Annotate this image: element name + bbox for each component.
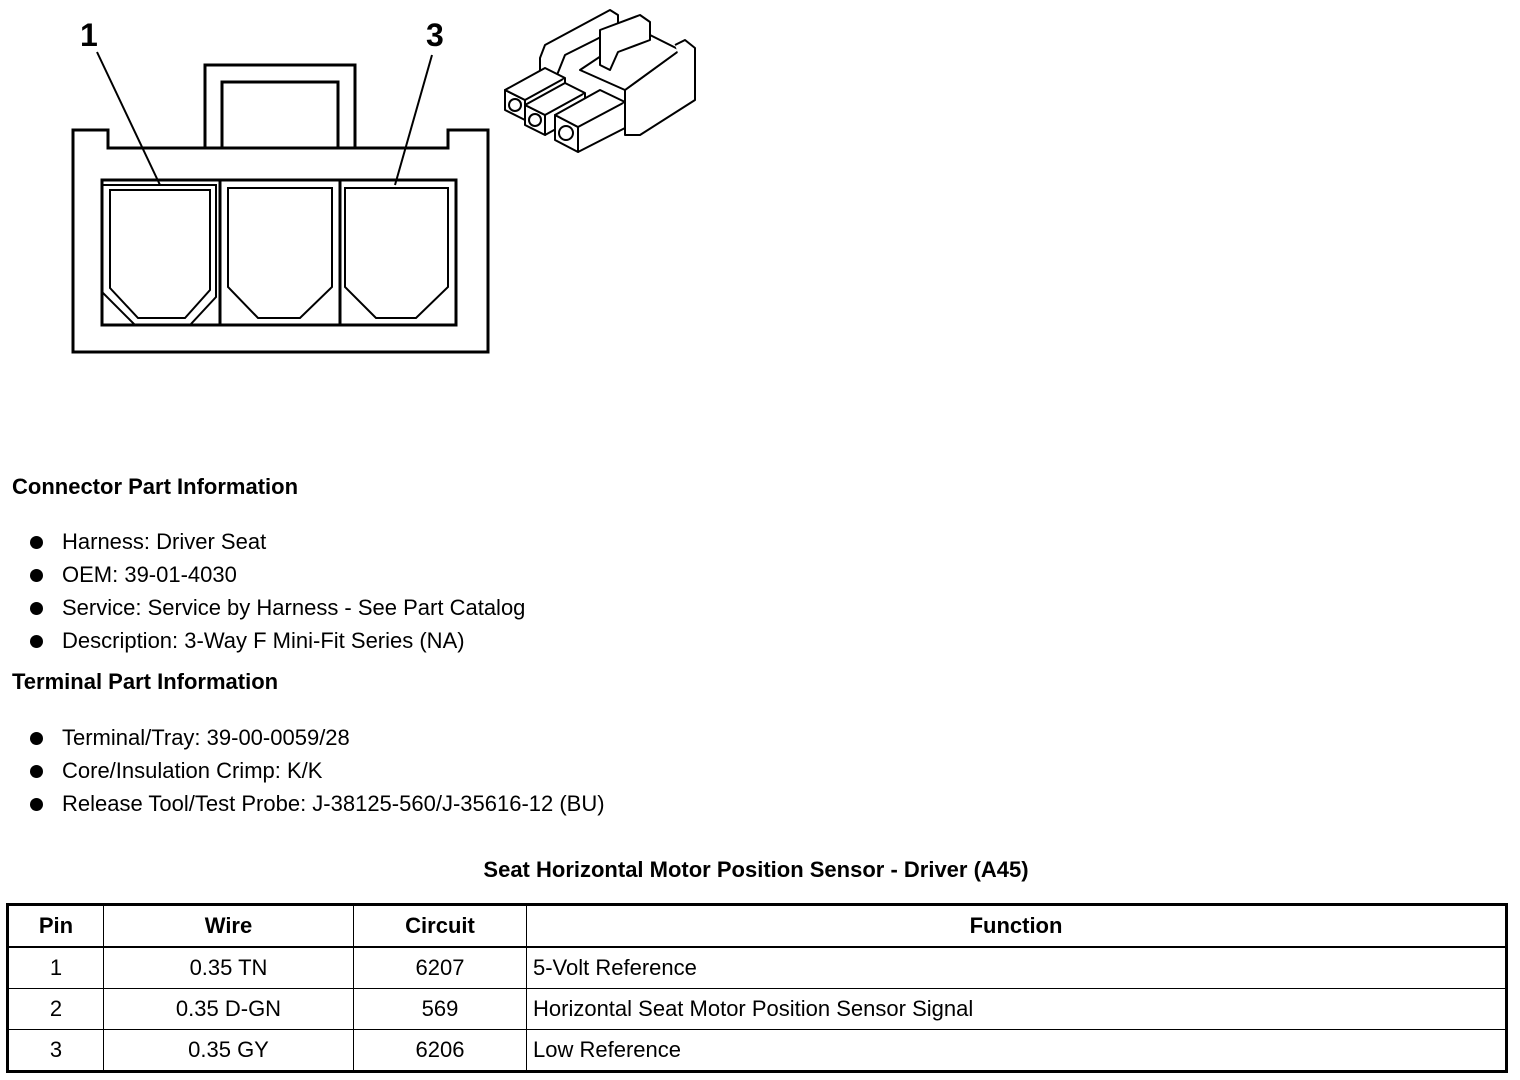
list-item [28,593,525,626]
list-item-text: Service: Service by Harness - See Part Catalog [62,595,526,620]
pin-cell: 3 [8,1030,104,1072]
pin-cell: 2 [8,989,104,1030]
terminal-info-heading: Terminal Part Information [12,669,279,694]
function-cell: 5-Volt Reference [527,947,1507,989]
wire-cell: 0.35 TN [104,947,354,989]
bullet-icon [30,732,43,745]
connector-latch [205,65,355,148]
bullet-icon [30,765,43,778]
list-item-text: Description: 3-Way F Mini-Fit Series (NA) [62,628,465,653]
circuit-cell: 6206 [354,1030,527,1072]
column-header-circuit: Circuit [354,905,527,948]
column-header-function: Function [527,905,1507,948]
table-row [8,947,1507,989]
list-item [28,527,525,560]
cavity-2 [228,188,332,318]
column-header-pin: Pin [8,905,104,948]
list-item [28,626,525,659]
connector-isometric-diagram [500,0,700,160]
function-cell: Horizontal Seat Motor Position Sensor Signal [527,989,1507,1030]
circuit-cell: 569 [354,989,527,1030]
table-title: Seat Horizontal Motor Position Sensor - Driver (A45) [483,857,1029,882]
circuit-cell: 6207 [354,947,527,989]
list-item [28,789,605,822]
wire-cell: 0.35 D-GN [104,989,354,1030]
table-header-row [8,905,1507,948]
list-item [28,560,525,593]
list-item [28,723,605,756]
pin-callout-3: 3 [426,17,444,53]
wire-cell: 0.35 GY [104,1030,354,1072]
column-header-wire: Wire [104,905,354,948]
bullet-icon [30,602,43,615]
callout-line-1 [97,52,160,185]
bullet-icon [30,536,43,549]
pin-cell: 1 [8,947,104,989]
list-item-text: Release Tool/Test Probe: J-38125-560/J-35616-12 (BU) [62,791,605,816]
list-item-text: Harness: Driver Seat [62,529,267,554]
bullet-icon [30,635,43,648]
connector-face-diagram [0,0,500,370]
cavity-frame [102,180,456,325]
pinout-table [6,903,1508,1073]
table-row [8,1030,1507,1072]
bullet-icon [30,798,43,811]
list-item [28,756,605,789]
callout-line-3 [395,55,432,185]
bullet-icon [30,569,43,582]
terminal-info-list [28,723,605,822]
table-row [8,989,1507,1030]
list-item-text: Terminal/Tray: 39-00-0059/28 [62,725,350,750]
cavity-1 [102,185,216,325]
connector-info-list [28,527,525,659]
connector-info-heading: Connector Part Information [12,474,299,499]
cavity-3 [345,188,448,318]
list-item-text: Core/Insulation Crimp: K/K [62,758,323,783]
function-cell: Low Reference [527,1030,1507,1072]
pin-callout-1: 1 [80,17,98,53]
list-item-text: OEM: 39-01-4030 [62,562,237,587]
